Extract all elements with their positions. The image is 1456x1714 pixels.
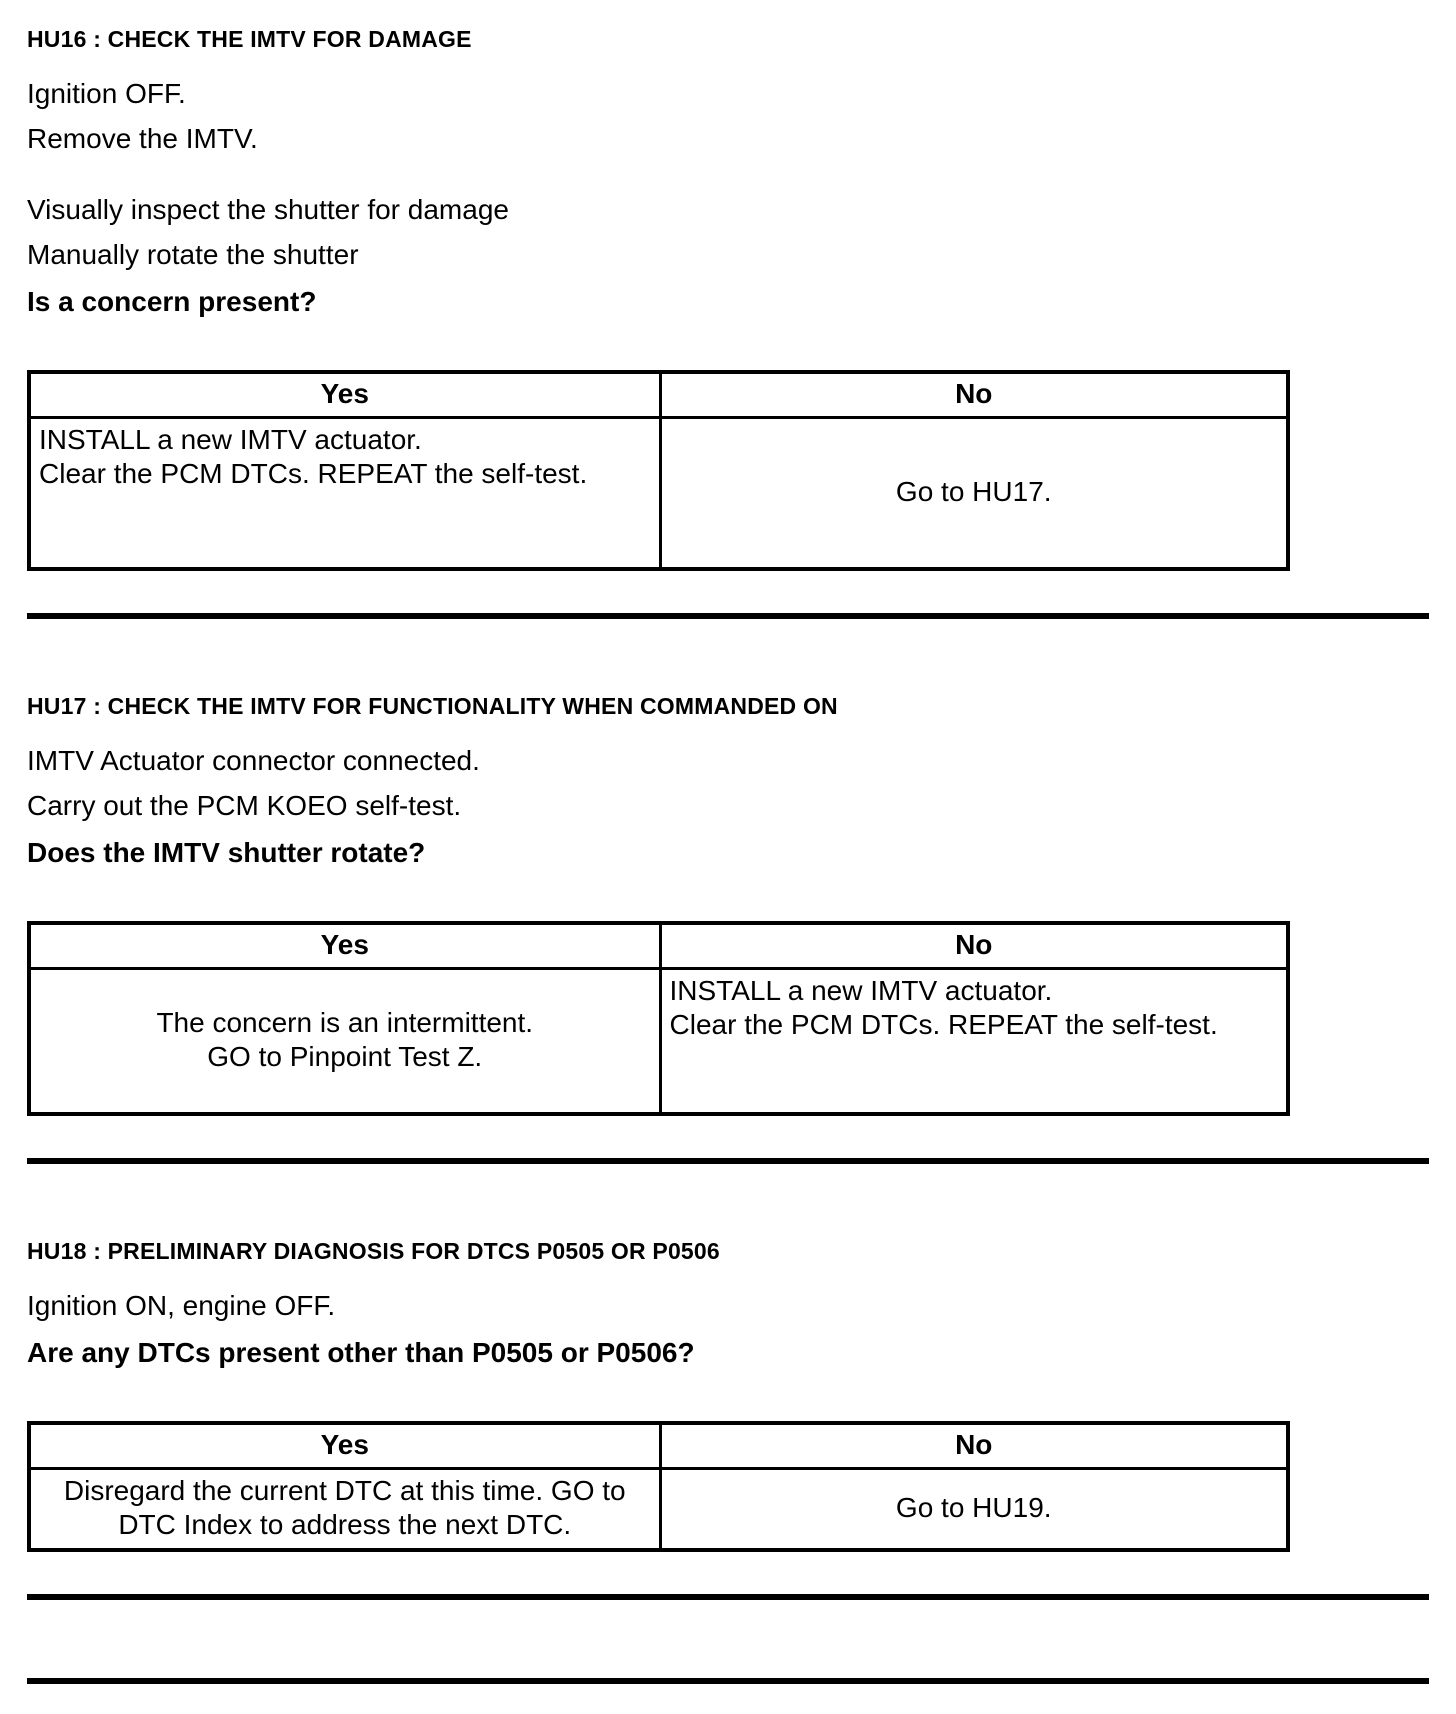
- question-line: Are any DTCs present other than P0505 or P0506?: [27, 1337, 695, 1368]
- yes-cell-line: Disregard the current DTC at this time. GO to: [63, 1475, 626, 1506]
- tail-gap: [27, 1600, 1429, 1678]
- question-line: Is a concern present?: [27, 286, 317, 317]
- table-body-row: [31, 419, 1286, 567]
- no-cell-line: Go to HU17.: [895, 476, 1052, 507]
- body-line: Ignition ON, engine OFF.: [27, 1290, 336, 1321]
- yes-cell: [31, 419, 659, 567]
- yes-column-header: Yes: [31, 1425, 659, 1470]
- page-bottom-divider: [27, 1678, 1429, 1684]
- body-line: Carry out the PCM KOEO self-test.: [27, 790, 462, 821]
- section-hu17: [27, 693, 1429, 1238]
- no-column-header: No: [659, 925, 1287, 970]
- body-line: Remove the IMTV.: [27, 123, 258, 154]
- table-body-row: [31, 1470, 1286, 1548]
- body-line: Ignition OFF.: [27, 78, 186, 109]
- step-heading: HU17 : CHECK THE IMTV FOR FUNCTIONALITY WHEN COMMANDED ON: [27, 693, 838, 719]
- yes-cell: [31, 970, 659, 1112]
- table-header-row: [31, 925, 1286, 970]
- body-line: Visually inspect the shutter for damage: [27, 194, 509, 225]
- no-cell-line: Go to HU19.: [895, 1492, 1052, 1523]
- table-header-row: [31, 374, 1286, 419]
- table-body-row: [31, 970, 1286, 1112]
- decision-table: [27, 1421, 1290, 1552]
- section-hu16: [27, 26, 1429, 693]
- no-cell: [659, 419, 1287, 567]
- table-header-row: [31, 1425, 1286, 1470]
- step-heading: HU16 : CHECK THE IMTV FOR DAMAGE: [27, 26, 472, 52]
- no-cell: [659, 970, 1287, 1112]
- decision-table: [27, 370, 1290, 571]
- yes-cell: [31, 1470, 659, 1548]
- no-cell: [659, 1470, 1287, 1548]
- yes-cell-line: Clear the PCM DTCs. REPEAT the self-test.: [39, 458, 588, 489]
- no-column-header: No: [659, 374, 1287, 419]
- no-column-header: No: [659, 1425, 1287, 1470]
- body-line: IMTV Actuator connector connected.: [27, 745, 480, 776]
- question-line: Does the IMTV shutter rotate?: [27, 837, 426, 868]
- yes-cell-line: GO to Pinpoint Test Z.: [207, 1041, 483, 1072]
- yes-cell-line: The concern is an intermittent.: [156, 1007, 534, 1038]
- body-line: Manually rotate the shutter: [27, 239, 359, 270]
- no-cell-line: INSTALL a new IMTV actuator.: [669, 975, 1053, 1006]
- section-gap: [27, 619, 1429, 693]
- section-hu18: [27, 1238, 1429, 1684]
- yes-column-header: Yes: [31, 925, 659, 970]
- no-cell-line: Clear the PCM DTCs. REPEAT the self-test.: [669, 1009, 1218, 1040]
- section-gap: [27, 1164, 1429, 1238]
- step-heading: HU18 : PRELIMINARY DIAGNOSIS FOR DTCS P0505 OR P0506: [27, 1238, 720, 1264]
- yes-cell-line: INSTALL a new IMTV actuator.: [39, 424, 422, 455]
- yes-column-header: Yes: [31, 374, 659, 419]
- yes-cell-line: DTC Index to address the next DTC.: [118, 1509, 572, 1540]
- decision-table: [27, 921, 1290, 1116]
